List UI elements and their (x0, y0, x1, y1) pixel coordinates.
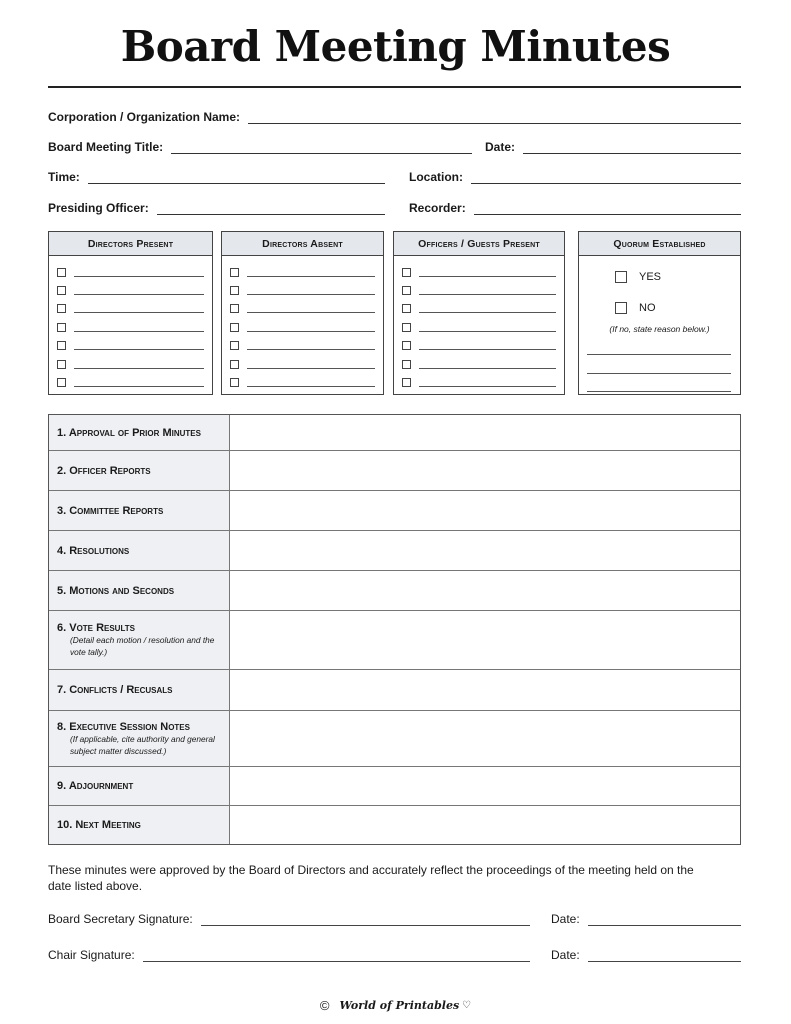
agenda-item-notes-area[interactable] (230, 611, 740, 669)
agenda-row (49, 670, 740, 711)
attendee-name-line[interactable] (419, 304, 556, 313)
agenda-row (49, 415, 740, 451)
checklist-row (57, 355, 204, 373)
recorder-label: Recorder: (409, 201, 466, 215)
chair-date-label: Date: (551, 948, 580, 962)
quorum-yes-checkbox[interactable] (615, 271, 627, 283)
chair-date-input[interactable] (588, 950, 741, 962)
agenda-item-title: 7. Conflicts / Recusals (57, 684, 173, 696)
chair-signature-input[interactable] (143, 950, 530, 962)
attendance-checkbox[interactable] (230, 360, 239, 369)
checklist-row (230, 337, 375, 355)
checklist-row (402, 373, 556, 391)
agenda-item-label-cell (49, 806, 230, 844)
attendee-name-line[interactable] (74, 360, 204, 369)
attendance-checkbox[interactable] (57, 286, 66, 295)
agenda-item-title: 2. Officer Reports (57, 464, 151, 477)
attendee-name-line[interactable] (74, 378, 204, 387)
checklist-row (57, 263, 204, 281)
attendee-name-line[interactable] (74, 323, 204, 332)
checklist-row (402, 263, 556, 281)
agenda-item-label-cell (49, 611, 230, 669)
attendee-name-line[interactable] (247, 378, 375, 387)
agenda-row (49, 451, 740, 491)
checklist-row (230, 281, 375, 299)
attendee-name-line[interactable] (247, 304, 375, 313)
brand-name: World of Printables (339, 999, 460, 1012)
checklist-row (230, 318, 375, 336)
attendance-checkbox[interactable] (57, 304, 66, 313)
presiding-officer-label: Presiding Officer: (48, 201, 149, 215)
attendee-name-line[interactable] (74, 286, 204, 295)
heart-icon: ♡ (462, 1000, 472, 1011)
attendee-name-line[interactable] (74, 268, 204, 277)
agenda-item-notes-area[interactable] (230, 806, 740, 844)
attendance-checkbox[interactable] (402, 323, 411, 332)
agenda-item-note: (Detail each motion / resolution and the vote tally.) (70, 635, 215, 657)
agenda-item-notes-area[interactable] (230, 571, 740, 610)
attendee-name-line[interactable] (247, 360, 375, 369)
directors-absent-list (222, 256, 383, 392)
copyright-symbol: © (319, 998, 330, 1013)
location-field (409, 166, 741, 184)
date-input[interactable] (523, 140, 741, 154)
secretary-signature-label: Board Secretary Signature: (48, 912, 193, 926)
attendance-checkbox[interactable] (230, 323, 239, 332)
agenda-row (49, 491, 740, 531)
agenda-item-label-cell (49, 767, 230, 805)
presiding-officer-field (48, 197, 385, 215)
secretary-date-field (551, 910, 741, 926)
attendee-name-line[interactable] (247, 341, 375, 350)
chair-date-field (551, 946, 741, 962)
directors-present-heading: Directors Present (49, 232, 212, 256)
approval-statement: These minutes were approved by the Board of Directors and accurately reflect the proceedings of the meeting held on the date listed above. (48, 863, 694, 893)
quorum-no-checkbox[interactable] (615, 302, 627, 314)
directors-absent-box (221, 231, 384, 395)
attendance-checkbox[interactable] (402, 341, 411, 350)
chair-signature-label: Chair Signature: (48, 948, 135, 962)
agenda-item-label-cell (49, 491, 230, 530)
attendee-name-line[interactable] (419, 268, 556, 277)
time-input[interactable] (88, 170, 385, 184)
checklist-row (230, 300, 375, 318)
agenda-row (49, 806, 740, 844)
agenda-item-title: 8. Executive Session Notes (57, 720, 190, 733)
checklist-row (402, 355, 556, 373)
attendance-checkbox[interactable] (402, 360, 411, 369)
attendance-checkbox[interactable] (230, 268, 239, 277)
agenda-item-label-cell (49, 451, 230, 490)
agenda-row (49, 571, 740, 611)
location-input[interactable] (471, 170, 741, 184)
secretary-signature-field (48, 910, 530, 926)
directors-present-list (49, 256, 212, 392)
agenda-item-notes-area[interactable] (230, 670, 740, 710)
attendance-checkbox[interactable] (57, 268, 66, 277)
checklist-row (402, 300, 556, 318)
agenda-item-notes-area[interactable] (230, 491, 740, 530)
presiding-officer-input[interactable] (157, 201, 385, 215)
attendee-name-line[interactable] (419, 378, 556, 387)
agenda-item-label-cell (49, 711, 230, 766)
attendance-checkbox[interactable] (230, 341, 239, 350)
recorder-field (409, 197, 741, 215)
agenda-item-label-cell (49, 415, 230, 450)
quorum-reason-line[interactable] (587, 354, 731, 355)
quorum-heading: Quorum Established (579, 232, 740, 256)
agenda-item-notes-area[interactable] (230, 711, 740, 766)
officers-guests-box (393, 231, 565, 395)
agenda-item-title: 4. Resolutions (57, 544, 130, 557)
chair-signature-field (48, 946, 530, 962)
meeting-title-input[interactable] (171, 140, 472, 154)
attendance-checkbox[interactable] (230, 304, 239, 313)
checklist-row (402, 318, 556, 336)
officers-guests-list (394, 256, 564, 392)
attendee-name-line[interactable] (419, 286, 556, 295)
agenda-item-title: 9. Adjournment (57, 780, 134, 792)
agenda-row (49, 531, 740, 571)
attendee-name-line[interactable] (419, 323, 556, 332)
directors-absent-heading: Directors Absent (222, 232, 383, 256)
agenda-item-notes-area[interactable] (230, 451, 740, 490)
org-name-field (48, 106, 741, 124)
agenda-item-label-cell (49, 670, 230, 710)
agenda-item-note: (If applicable, cite authority and general subject matter discussed.) (70, 733, 215, 756)
checklist-row (230, 373, 375, 391)
agenda-item-title: 5. Motions and Seconds (57, 584, 175, 597)
agenda-item-title: 3. Committee Reports (57, 504, 164, 517)
officers-guests-heading: Officers / Guests Present (394, 232, 564, 256)
quorum-yes-label: YES (639, 271, 662, 283)
agenda-item-title: 1. Approval of Prior Minutes (57, 426, 201, 439)
attendance-checkbox[interactable] (402, 304, 411, 313)
checklist-row (57, 318, 204, 336)
agenda-row (49, 711, 740, 767)
attendee-name-line[interactable] (419, 341, 556, 350)
quorum-reason-line[interactable] (587, 391, 731, 392)
attendee-name-line[interactable] (247, 286, 375, 295)
attendance-checkbox[interactable] (57, 323, 66, 332)
date-field (485, 136, 741, 154)
quorum-yes-option[interactable] (615, 271, 661, 283)
agenda-item-notes-area[interactable] (230, 767, 740, 805)
secretary-date-input[interactable] (588, 914, 741, 926)
quorum-no-option[interactable] (615, 302, 656, 314)
checklist-row (57, 281, 204, 299)
checklist-row (57, 373, 204, 391)
checklist-row (402, 337, 556, 355)
agenda-row (49, 767, 740, 806)
attendance-checkbox[interactable] (57, 378, 66, 387)
footer (0, 998, 791, 1013)
checklist-row (57, 300, 204, 318)
secretary-date-label: Date: (551, 912, 580, 926)
org-name-label: Corporation / Organization Name: (48, 110, 241, 124)
date-label: Date: (485, 140, 516, 154)
location-label: Location: (409, 170, 463, 184)
attendance-checkbox[interactable] (57, 341, 66, 350)
page-title: Board Meeting Minutes (120, 22, 671, 71)
attendance-checkbox[interactable] (402, 268, 411, 277)
org-name-input[interactable] (248, 110, 741, 124)
agenda-item-notes-area[interactable] (230, 415, 740, 450)
checklist-row (230, 355, 375, 373)
time-label: Time: (48, 170, 80, 184)
attendance-checkbox[interactable] (230, 378, 239, 387)
attendee-name-line[interactable] (74, 304, 204, 313)
recorder-input[interactable] (474, 201, 741, 215)
directors-present-box (48, 231, 213, 395)
attendance-checkbox[interactable] (57, 360, 66, 369)
agenda-item-title: 6. Vote Results (57, 622, 135, 634)
attendance-checkbox[interactable] (402, 286, 411, 295)
agenda-table (48, 414, 741, 845)
quorum-reason-line[interactable] (587, 373, 731, 374)
time-field (48, 166, 385, 184)
meeting-title-field (48, 136, 472, 154)
agenda-item-title: 10. Next Meeting (57, 819, 141, 831)
attendee-name-line[interactable] (419, 360, 556, 369)
checklist-row (230, 263, 375, 281)
quorum-box (578, 231, 741, 395)
meeting-title-label: Board Meeting Title: (48, 140, 164, 154)
quorum-no-label: NO (639, 302, 656, 314)
checklist-row (57, 337, 204, 355)
attendance-checkbox[interactable] (402, 378, 411, 387)
checklist-row (402, 281, 556, 299)
agenda-item-label-cell (49, 571, 230, 610)
title-divider (48, 86, 741, 88)
agenda-row (49, 611, 740, 670)
attendee-name-line[interactable] (247, 268, 375, 277)
quorum-note: (If no, state reason below.) (609, 324, 710, 334)
attendee-name-line[interactable] (74, 341, 204, 350)
agenda-item-notes-area[interactable] (230, 531, 740, 570)
agenda-item-label-cell (49, 531, 230, 570)
secretary-signature-input[interactable] (201, 914, 530, 926)
attendee-name-line[interactable] (247, 323, 375, 332)
attendance-checkbox[interactable] (230, 286, 239, 295)
